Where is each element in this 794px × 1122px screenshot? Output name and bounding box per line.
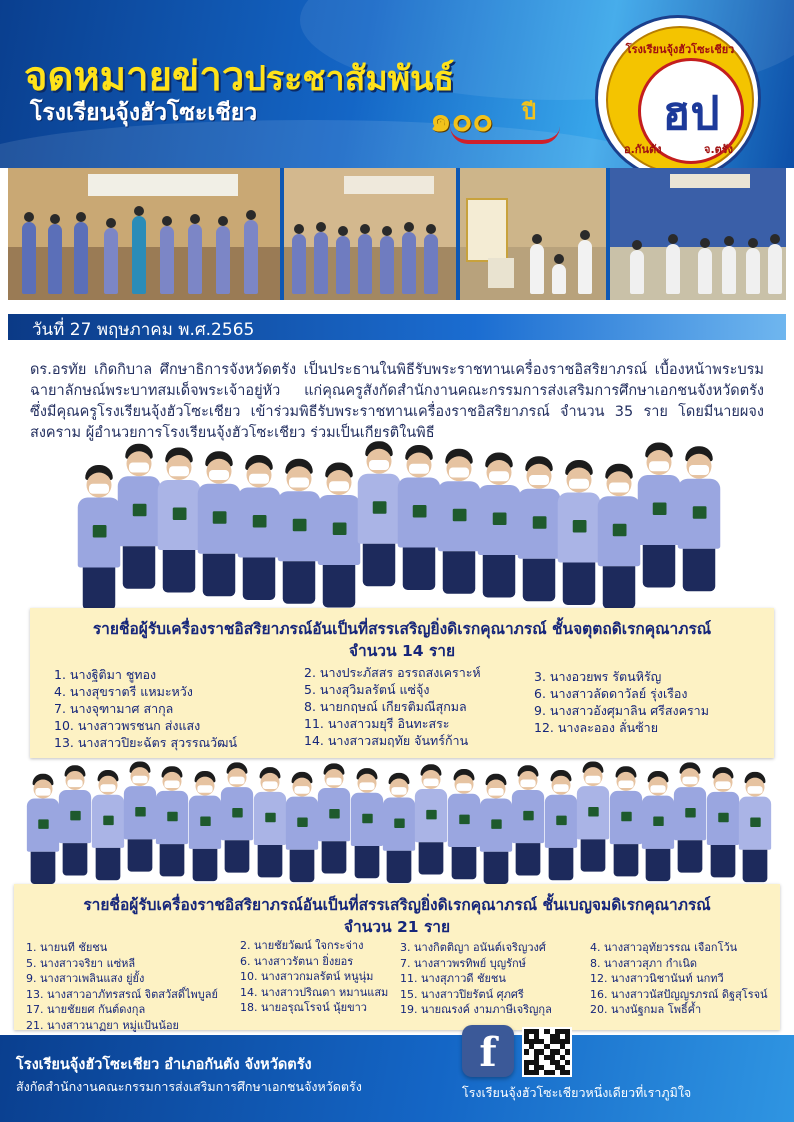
footer-slogan: โรงเรียนจุ้งฮัวโซะเชียวหนึ่งเดียวที่เราภูมิใจ	[462, 1085, 692, 1100]
award-list-2	[14, 884, 780, 1030]
list-item: 18. นายอรุณโรจน์ นุ้ยขาว	[240, 1001, 367, 1014]
person-figure	[25, 774, 61, 884]
newsletter-title: จดหมายข่าวประชาสัมพันธ์	[24, 54, 455, 100]
award-list-title: รายชื่อผู้รับเครื่องราชอิสริยาภรณ์อันเป็นที่สรรเสริญยิ่งดิเรกคุณาภรณ์ ชั้นเบญจมดิเรกคุณาภรณ์	[83, 896, 711, 914]
list-item: 21. นางสาวนาฏยา หมู่แป้นน้อย	[26, 1018, 179, 1032]
school-logo	[598, 18, 758, 168]
list-item: 4. นางสาวอุทัยวรรณ เจือกโว้น	[590, 941, 738, 954]
list-item: 3. นางกิตติญา อนันต์เจริญวงศ์	[400, 941, 546, 954]
award-list-1	[30, 608, 774, 758]
anniversary-number: ๑๐๐	[430, 100, 494, 140]
person-figure	[90, 770, 126, 884]
award-list-count: จำนวน 14 ราย	[348, 642, 456, 660]
group-photo-2	[0, 760, 794, 884]
list-item: 6. นางสาวรัตนา ยิ่งยอร	[240, 954, 354, 968]
school-name: โรงเรียนจุ้งฮัวโซะเชียว	[30, 100, 258, 126]
footer-school-address: โรงเรียนจุ้งฮัวโซะเชียว อำเภอกันตัง จังหวัดตรัง	[16, 1057, 312, 1073]
ceremony-photo	[8, 168, 280, 300]
ceremony-photo	[610, 168, 786, 300]
list-item: 12. นางสาวนิชานันท์ นกทวี	[590, 972, 724, 985]
person-figure	[446, 769, 482, 884]
list-item: 7. นางสาวพรทิพย์ บุญรักษ์	[400, 956, 526, 970]
award-list-column	[590, 940, 768, 1018]
qr-code-icon[interactable]	[522, 1027, 572, 1077]
person-figure	[413, 764, 449, 884]
qr-code-pattern	[524, 1029, 570, 1075]
award-list-title: รายชื่อผู้รับเครื่องราชอิสริยาภรณ์อันเป็นที่สรรเสริญยิ่งดิเรกคุณาภรณ์ ชั้นจตุตถดิเรกคุณาภรณ์	[92, 620, 712, 638]
person-figure	[608, 766, 644, 884]
person-figure	[381, 773, 417, 884]
ceremony-photo	[284, 168, 456, 300]
award-list-column	[400, 940, 552, 1018]
intro-paragraph: ดร.อรทัย เกิดกิบาล ศึกษาธิการจังหวัดตรัง เป็นประธานในพิธีรับพระราชทานเครื่องราชอิสริยาภรณ์ เบื้องหน้าพระบรมฉายาลักษณ์พระบาทสมเด็จพระเจ้าอยู่หัว แก่คุณครูสังกัดสำนักงานคณะกรรมการส่งเสริมการศึกษาเอกชนจังหวัดตรัง ซึ่งมีคุณครูโรงเรียนจุ้งฮัวโซะเชียว เข้าร่วมพิธีรับพระราชทานเครื่องราชอิสริยาภรณ์ จำนวน 35 ราย โดยมีนายผจง สงคราม ผู้อำนวยการโรงเรียนจุ้งฮัวโซะเชียว ร่วมเป็นเกียรติในพิธี	[30, 361, 764, 441]
person-figure	[57, 765, 93, 884]
person-figure	[543, 770, 579, 884]
person-figure	[675, 446, 723, 610]
list-item: 13. นางสาวอาภัทรสรณ์ จิตสวัสดิ์ไพบูลย์	[26, 987, 218, 1001]
person-figure	[154, 766, 190, 884]
award-list-column	[304, 664, 481, 749]
person-figure	[737, 772, 773, 884]
award-list-column	[26, 940, 218, 1033]
person-figure	[122, 761, 158, 884]
person-figure	[575, 761, 611, 884]
ceremony-photo-strip	[8, 168, 786, 300]
award-list-column	[240, 938, 388, 1016]
list-item: 1. นางฐิติมา ชูทอง	[54, 667, 157, 682]
list-item: 11. นางสุภาวดี ชัยชน	[400, 972, 506, 985]
list-item: 3. นางอวยพร รัตนหิรัญ	[534, 669, 662, 684]
logo-top-text: โรงเรียนจุ้งฮัวโซะเชียว	[625, 43, 735, 56]
list-item: 10. นางสาวพรชนก ส่งแสง	[54, 718, 201, 733]
person-figure	[510, 765, 546, 884]
list-item: 1. นายนที ชัยชน	[26, 941, 108, 954]
group-photo-1	[0, 450, 794, 610]
list-item: 8. นายกฤษณ์ เกียรติมณีสุกมล	[304, 699, 467, 714]
ceremony-photo	[460, 168, 606, 300]
list-item: 16. นางสาวนัสปัญญรภรณ์ ดิฐสุโรจน์	[590, 987, 768, 1001]
list-item: 2. นางประภัสสร อรรถสงเคราะห์	[304, 665, 481, 680]
list-item: 2. นายชัยวัฒน์ ใจกระจ่าง	[240, 939, 364, 952]
list-item: 5. นางสุวิมลรัตน์ แซ่จุ้ง	[304, 682, 430, 697]
award-list-count: จำนวน 21 ราย	[343, 918, 451, 936]
list-item: 11. นางสาวมยุรี อินทะสระ	[304, 716, 450, 731]
list-item: 10. นางสาวกมลรัตน์ หนูนุ่ม	[240, 970, 374, 983]
facebook-icon[interactable]: f	[462, 1025, 514, 1077]
list-item: 19. นายณรงค์ งามภาษีเจริญกุล	[400, 1003, 552, 1016]
list-item: 14. นางสาวสมฤทัย จันทร์ก้าน	[304, 733, 469, 748]
list-item: 14. นางสาวปริณดา หมานแสม	[240, 985, 389, 999]
award-list-column	[534, 668, 709, 736]
list-item: 13. นางสาวปิยะฉัตร สุวรรณวัฒน์	[54, 735, 238, 750]
anniversary-arc-icon	[450, 126, 560, 144]
list-item: 20. นางนัฐกมล โพธิ์ค้ำ	[590, 1003, 702, 1016]
person-figure	[349, 768, 385, 884]
logo-ring	[606, 26, 754, 168]
list-item: 8. นางสาวสุภา กำเนิด	[590, 956, 698, 970]
person-figure	[252, 767, 288, 884]
list-item: 9. นางสาวเพลินแสง ยู่ยั้ง	[26, 972, 145, 985]
event-date: วันที่ 27 พฤษภาคม พ.ศ.2565	[32, 320, 255, 340]
person-figure	[672, 762, 708, 884]
list-item: 6. นางสาวลัดดาวัลย์ รุ่งเรือง	[534, 686, 688, 701]
header-banner	[0, 0, 794, 168]
person-figure	[640, 771, 676, 884]
list-item: 7. นางจุฑามาศ สากุล	[54, 701, 174, 716]
list-item: 17. นายชัยยศ กันต์ดงกุล	[26, 1003, 146, 1016]
person-figure	[219, 762, 255, 884]
logo-province: จ.ตรัง	[704, 143, 734, 156]
logo-mark: ฮป	[662, 86, 720, 140]
person-figure	[316, 763, 352, 884]
footer-affiliation: สังกัดสำนักงานคณะกรรมการส่งเสริมการศึกษาเอกชนจังหวัดตรัง	[16, 1079, 362, 1094]
logo-district: อ.กันตัง	[624, 143, 662, 156]
person-figure	[187, 771, 223, 884]
list-item: 5. นางสาวจริยา แซ่หลี	[26, 956, 136, 970]
date-bar	[8, 314, 786, 340]
award-list-column	[54, 666, 237, 751]
person-figure	[284, 772, 320, 884]
footer	[0, 1029, 794, 1122]
list-item: 4. นางสุขราตรี แหมะหวัง	[54, 684, 193, 699]
list-item: 9. นางสาวอังศุมาลิน ศรีสงคราม	[534, 703, 709, 718]
list-item: 15. นางสาวปิยรัตน์ ศุภศรี	[400, 987, 524, 1001]
person-figure	[478, 774, 514, 884]
list-item: 12. นางละออง ลั่นซ้าย	[534, 720, 659, 735]
person-figure	[705, 767, 741, 884]
anniversary-emblem	[430, 92, 560, 138]
anniversary-unit: ปี	[522, 100, 536, 125]
